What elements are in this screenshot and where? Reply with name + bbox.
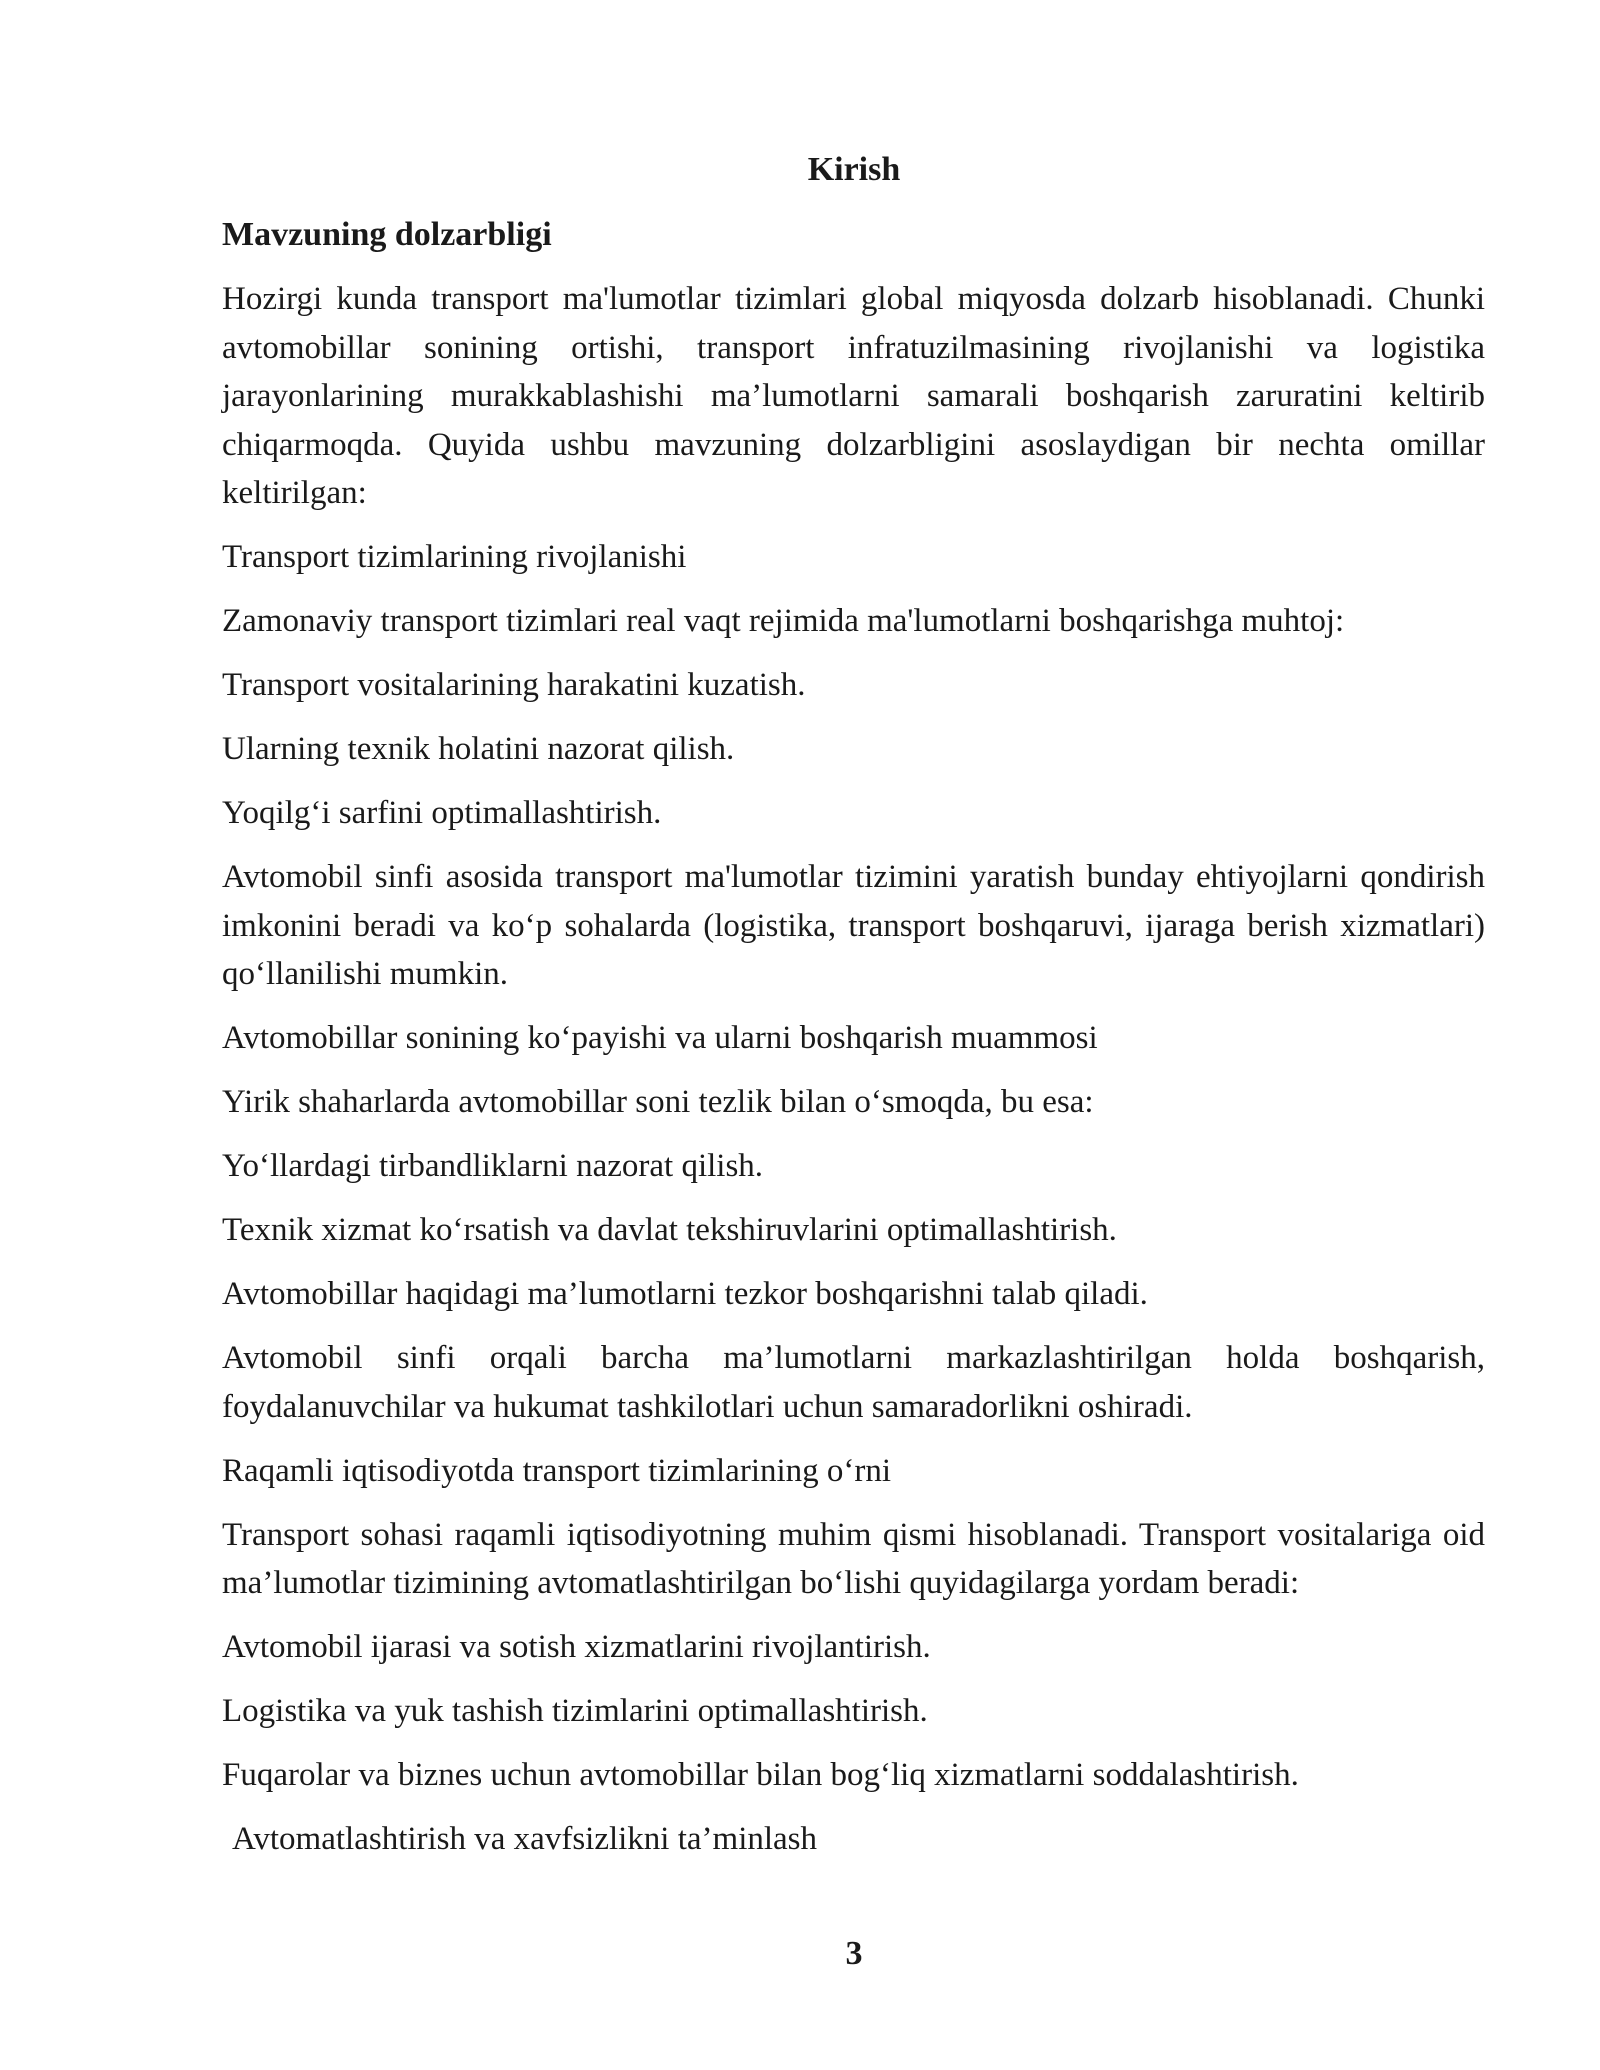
paragraph-subheading: Avtomatlashtirish va xavfsizlikni ta’minlash: [232, 1821, 818, 1857]
paragraph: Transport vositalarining harakatini kuzatish.: [222, 667, 806, 703]
section-heading: Mavzuning dolzarbligi: [222, 216, 552, 253]
paragraph-subheading: Transport tizimlarining rivojlanishi: [222, 539, 687, 575]
paragraph-subheading: Raqamli iqtisodiyotda transport tizimlarining o‘rni: [222, 1452, 892, 1489]
paragraph: Texnik xizmat ko‘rsatish va davlat tekshiruvlarini optimallashtirish.: [222, 1212, 1117, 1248]
paragraph: Logistika va yuk tashish tizimlarini optimallashtirish.: [222, 1693, 928, 1729]
paragraph: Avtomobil ijarasi va sotish xizmatlarini rivojlantirish.: [222, 1629, 931, 1665]
page-title: Kirish: [807, 151, 901, 188]
page-content: [222, 215, 1485, 1879]
paragraph: Yirik shaharlarda avtomobillar soni tezlik bilan o‘smoqda, bu esa:: [222, 1084, 1094, 1120]
paragraph: Avtomobil sinfi orqali barcha ma’lumotlarni markazlashtirilgan holda boshqarish, foydalanuvchilar va hukumat tashkilotlari uchun samaradorlikni oshiradi.: [222, 1340, 1485, 1425]
paragraph: Avtomobillar haqidagi ma’lumotlarni tezkor boshqarishni talab qiladi.: [222, 1276, 1148, 1312]
paragraph-intro: Hozirgi kunda transport ma'lumotlar tizimlari global miqyosda dolzarb hisoblanadi. Chunki avtomobillar sonining ortishi, transport infratuzilmasining rivojlanishi va logistika jarayonlarining murakkablashishi ma’lumotlarni samarali boshqarish zaruratini keltirib chiqarmoqda. Quyida ushbu mavzuning dolzarbligini asoslaydigan bir nechta omillar keltirilgan:: [222, 281, 1485, 511]
paragraph-subheading: Avtomobillar sonining ko‘payishi va ularni boshqarish muammosi: [222, 1020, 1098, 1056]
paragraph: Yoqilg‘i sarfini optimallashtirish.: [222, 795, 662, 831]
paragraph: Yo‘llardagi tirbandliklarni nazorat qilish.: [222, 1148, 764, 1184]
paragraph: Avtomobil sinfi asosida transport ma'lumotlar tizimini yaratish bunday ehtiyojlarni qondirish imkonini beradi va ko‘p sohalarda (logistika, transport boshqaruvi, ijaraga berish xizmatlari) qo‘llanilishi mumkin.: [222, 859, 1485, 992]
paragraph: Fuqarolar va biznes uchun avtomobillar bilan bog‘liq xizmatlarni soddalashtirish.: [222, 1757, 1299, 1793]
paragraph: Transport sohasi raqamli iqtisodiyotning muhim qismi hisoblanadi. Transport vositalariga oid ma’lumotlar tizimining avtomatlashtirilgan bo‘lishi quyidagilarga yordam beradi:: [222, 1516, 1485, 1601]
paragraph: Zamonaviy transport tizimlari real vaqt rejimida ma'lumotlarni boshqarishga muhtoj:: [222, 603, 1345, 639]
page-number: 3: [845, 1935, 863, 1972]
paragraph: Ularning texnik holatini nazorat qilish.: [222, 731, 735, 767]
